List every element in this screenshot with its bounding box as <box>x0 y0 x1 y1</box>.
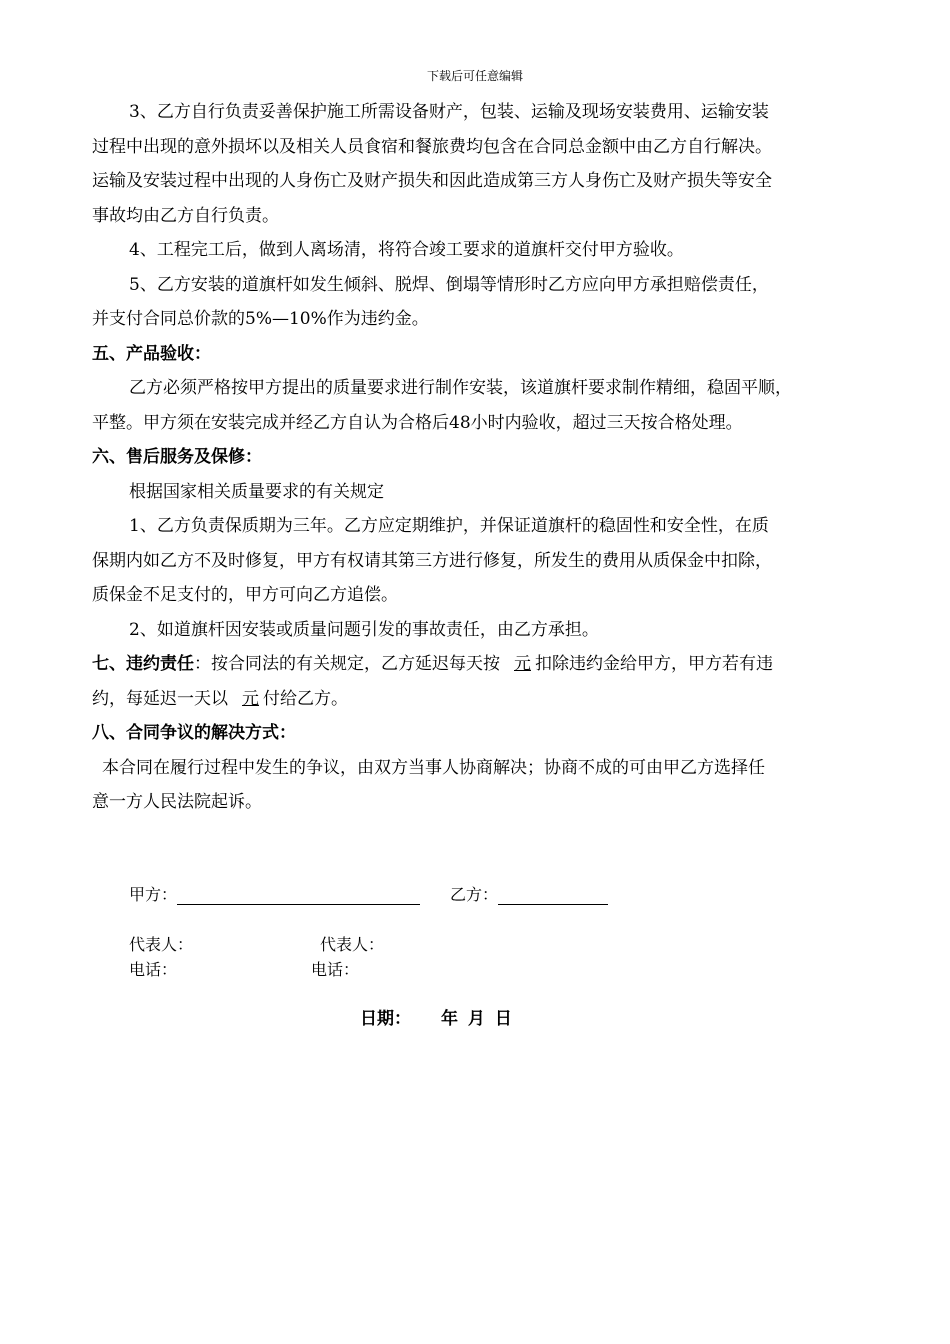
date-label: 日期： <box>360 1009 411 1029</box>
dispute-line-2: 意一方人民法院起诉。 <box>92 792 262 812</box>
clause-5-line-1: 5、乙方安装的道旗杆如发生倾斜、脱焊、倒塌等情形时乙方应向甲方承担赔偿责任， <box>129 274 769 295</box>
service-1-line-2: 保期内如乙方不及时修复，甲方有权请其第三方进行修复，所发生的费用从质保金中扣除， <box>92 550 772 571</box>
party-b-representative: 代表人： <box>320 935 385 954</box>
party-a-representative: 代表人： <box>129 935 194 954</box>
acceptance-line-2: 平整。甲方须在安装完成并经乙方自认为合格后48小时内验收，超过三天按合格处理。 <box>92 412 743 433</box>
penalty-unit-1: 元 <box>514 654 531 674</box>
section-8-heading: 八、合同争议的解决方式： <box>92 723 296 743</box>
section-5-heading: 五、产品验收： <box>92 343 211 364</box>
section-6-heading: 六、售后服务及保修： <box>92 447 262 467</box>
clause-3-line-1: 3、乙方自行负责妥善保护施工所需设备财产，包装、运输及现场安装费用、运输安装 <box>129 102 769 122</box>
clause-3-line-4: 事故均由乙方自行负责。 <box>92 205 279 226</box>
section-7-text-c: 约，每延迟一天以 <box>92 688 228 709</box>
contract-body <box>92 95 870 820</box>
clause-3-line-3: 运输及安装过程中出现的人身伤亡及财产损失和因此造成第三方人身伤亡及财产损失等安全 <box>92 171 772 191</box>
section-7-heading: 七、违约责任 <box>92 654 194 674</box>
clause-4: 4、工程完工后，做到人离场清，将符合竣工要求的道旗杆交付甲方验收。 <box>129 240 684 260</box>
date-day: 日 <box>494 1009 512 1029</box>
party-b-blank <box>498 888 608 905</box>
clause-5-line-2: 并支付合同总价款的5%—10%作为违约金。 <box>92 309 429 329</box>
party-a-label: 甲方： <box>129 885 178 904</box>
party-a-signature <box>129 882 420 905</box>
service-intro: 根据国家相关质量要求的有关规定 <box>129 481 384 502</box>
party-b-phone: 电话： <box>311 960 360 979</box>
clause-3-line-2: 过程中出现的意外损坏以及相关人员食宿和餐旅费均包含在合同总金额中由乙方自行解决。 <box>92 136 772 157</box>
section-7-text-b: 扣除违约金给甲方，甲方若有违 <box>535 654 773 674</box>
date-month: 月 <box>467 1009 485 1029</box>
party-a-phone: 电话： <box>129 960 178 979</box>
section-7-line-1 <box>92 647 870 682</box>
acceptance-line-1: 乙方必须严格按甲方提出的质量要求进行制作安装，该道旗杆要求制作精细，稳固平顺， <box>129 378 792 398</box>
party-b-label: 乙方： <box>450 885 499 904</box>
service-1-line-3: 质保金不足支付的，甲方可向乙方追偿。 <box>92 585 398 605</box>
section-7-line-2 <box>92 682 870 717</box>
date-year: 年 <box>441 1009 458 1029</box>
service-2: 2、如道旗杆因安装或质量问题引发的事故责任，由乙方承担。 <box>129 619 599 640</box>
page-header: 下载后可任意编辑 <box>426 69 523 83</box>
dispute-line-1: 本合同在履行过程中发生的争议，由双方当事人协商解决；协商不成的可由甲乙方选择任 <box>102 757 765 778</box>
penalty-unit-2: 元 <box>242 688 259 709</box>
section-7-text-a: ：按合同法的有关规定，乙方延迟每天按 <box>194 654 500 674</box>
party-a-blank <box>177 888 420 905</box>
party-b-signature <box>450 882 608 905</box>
service-1-line-1: 1、乙方负责保质期为三年。乙方应定期维护，并保证道旗杆的稳固性和安全性，在质 <box>129 516 769 536</box>
date-line <box>360 1004 512 1029</box>
section-7-text-d: 付给乙方。 <box>263 688 348 709</box>
